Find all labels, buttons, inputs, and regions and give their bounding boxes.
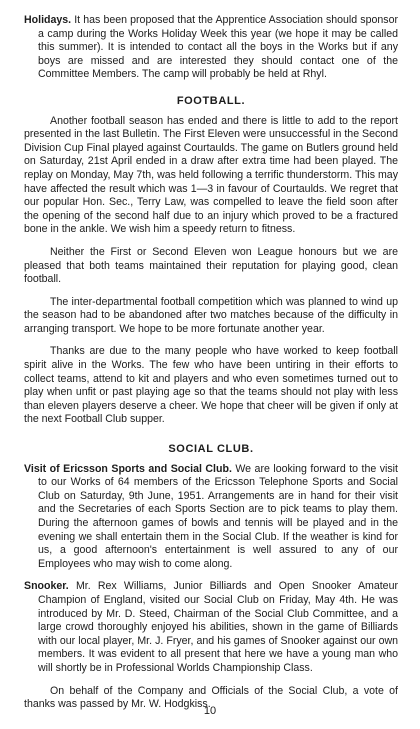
closing-paragraph: On behalf of the Company and Officials of the Social Club, a vote of thanks was passed by Mr. W. Hodgkiss.: [24, 684, 398, 711]
holidays-text: It has been proposed that the Apprentice Association should sponsor a camp during the Works Holiday Week this year (we hope it may be called this summer). It is intended to contact all the boys in the Works but if any boys are missed and are interested they should contact one of the Committee Members. The camp will probably be held at Rhyl.: [38, 14, 398, 81]
holidays-paragraph: [24, 14, 398, 82]
visit-paragraph: [24, 463, 398, 572]
snooker-run-in: Snooker.: [24, 580, 69, 593]
football-paragraph-2: Neither the First or Second Eleven won League honours but we are pleased that both teams maintained their reputation for playing good, clean football.: [24, 245, 398, 286]
football-heading: FOOTBALL.: [176, 94, 246, 107]
football-paragraph-3: The inter-departmental football competition which was planned to wind up the season had to be abandoned after two matches because of the difficulty in arranging transport. We hope to be more fortunate another year.: [24, 295, 398, 335]
snooker-paragraph: [24, 580, 398, 675]
football-paragraph-1: Another football season has ended and there is little to add to the report presented in the last Bulletin. The First Eleven were unsuccessful in the Second Division Cup Final played against Courtaulds. The game on Butlers ground held on Saturday, 21st April ended in a draw after extra time had been played. The replay on Monday, May 7th, was held following a terrific thunderstorm. This may have affected the result which was 1—3 in favour of Courtaulds. We regret that our popular Hon. Sec., Terry Law, was compelled to leave the field soon after the opening of the second half due to an injury which proved to be a fractured bone in the ankle. We wish him a speedy return to fitness.: [24, 114, 398, 236]
holidays-run-in: Holidays.: [24, 14, 72, 26]
visit-run-in: Visit of Ericsson Sports and Social Club.: [24, 462, 232, 475]
football-paragraph-4: Thanks are due to the many people who have worked to keep football spirit alive in the Works. The few who have been untiring in their efforts to collect teams, attend to kit and players and who even sometimes turned out to play when unfit or past playing age so that the teams should not play with less than eleven players deserve a cheer. We hope that cheer will be given if only at the next Football Club supper.: [24, 345, 398, 426]
visit-text: We are looking forward to the visit to our Works of 64 members of the Ericsson Telephone Sports and Social Club on Saturday, 9th June, 1951. Arrangements are in hand for their visit and the Secretaries of each Sports Section are to pick teams to play them. During the afternoon games of bowls and tennis will be played and in the evening we shall entertain them in the Social Club. If the weather is kind for us, a good afternoon's entertainment is well assured to any of our Employees who may wish to come along.: [38, 462, 398, 570]
page-number: 10: [203, 705, 217, 717]
social-club-heading: SOCIAL CLUB.: [168, 443, 254, 456]
snooker-text: Mr. Rex Williams, Junior Billiards and Open Snooker Amateur Champion of England, visited our Social Club on Friday, May 4th. He was introduced by Mr. D. Steed, Chairman of the Social Club Committee, and a large crowd thoroughly enjoyed his abilities, shown in the game of Billiards with our local player, Mr. J. Fryer, and his games of Snooker against our own members. It was evident to all present that here we have a young man who will shortly be in Professional Worlds Championship Class.: [38, 580, 398, 674]
